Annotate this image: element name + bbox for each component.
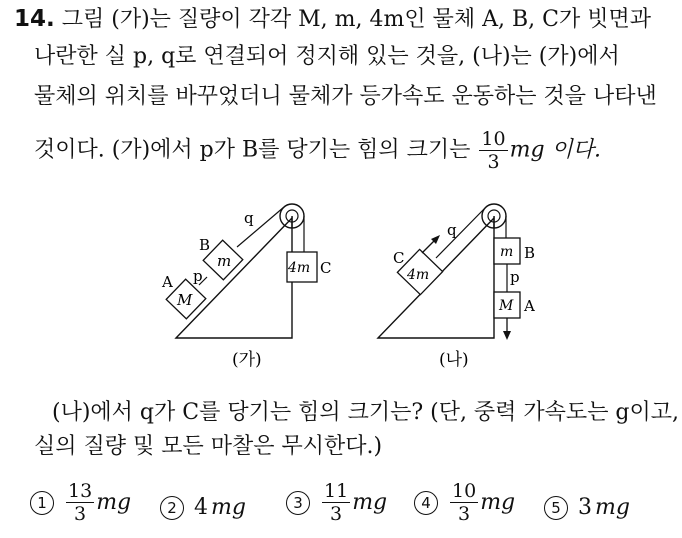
problem-text-4-end: mg 이다. — [509, 137, 602, 163]
block-B-mass-na: m — [500, 244, 514, 260]
problem-text-4: 것이다. (가)에서 p가 B를 당기는 힘의 크기는 — [34, 137, 471, 163]
choice-mark-2: 2 — [160, 496, 184, 520]
choice-1[interactable]: 1 $\frac{13}{3}$ mg — [30, 480, 131, 525]
choice-3[interactable]: 3 $\frac{11}{3}$ mg — [286, 480, 387, 525]
string-q-na — [436, 207, 486, 258]
block-B-label-ga: B — [199, 236, 211, 254]
question-line-2: 실의 질량 및 모든 마찰은 무시한다.) — [34, 434, 383, 459]
choice-4[interactable]: 4 $\frac{10}{3}$ mg — [414, 480, 515, 525]
block-A-label-na: A — [524, 297, 535, 315]
choice-2[interactable]: 2 4 mg — [160, 495, 246, 520]
string-q-label-na: q — [447, 221, 457, 239]
choice-5[interactable]: 5 3 mg — [544, 495, 630, 520]
problem-number: 14. — [14, 6, 55, 32]
caption-na: (나) — [439, 350, 469, 370]
block-C-label-ga: C — [320, 259, 332, 277]
choice-3-fraction: $\frac{11}{3}$ — [324, 480, 349, 525]
block-A-mass-na: M — [499, 298, 514, 314]
problem-line-3: 물체의 위치를 바꾸었더니 물체가 등가속도 운동하는 것을 나타낸 — [34, 84, 657, 109]
block-B-label-na: B — [524, 244, 536, 262]
block-A-label-ga: A — [162, 273, 173, 291]
question-line-1: (나)에서 q가 C를 당기는 힘의 크기는? (단, 중력 가속도는 g이고, — [52, 400, 680, 425]
choice-1-fraction: $\frac{13}{3}$ — [68, 480, 93, 525]
block-C-label-na: C — [393, 249, 405, 267]
choice-mark-4: 4 — [414, 491, 438, 515]
figure-ga — [161, 204, 331, 370]
choice-4-fraction: $\frac{10}{3}$ — [452, 480, 477, 525]
problem-text-1: 그림 (가)는 질량이 각각 M, m, 4m인 물체 A, B, C가 빗면과 — [61, 7, 651, 32]
string-p-label-na: p — [510, 268, 520, 286]
block-C-mass-ga: 4m — [288, 260, 311, 276]
fraction-denominator: 3 — [487, 151, 500, 173]
problem-line-2: 나란한 실 p, q로 연결되어 정지해 있는 것을, (나)는 (가)에서 — [34, 44, 620, 69]
block-B-mass-ga: m — [217, 252, 232, 270]
block-C-mass-na: 4m — [407, 267, 430, 283]
choice-mark-3: 3 — [286, 491, 310, 515]
choice-mark-5: 5 — [544, 496, 568, 520]
figure-na — [378, 204, 535, 370]
caption-ga: (가) — [232, 350, 262, 370]
block-A-mass-ga: M — [177, 291, 193, 309]
choice-mark-1: 1 — [30, 491, 54, 515]
string-q-label-ga: q — [244, 209, 254, 227]
fraction-numerator: 10 — [481, 128, 506, 150]
string-p-label-ga: p — [193, 267, 203, 285]
